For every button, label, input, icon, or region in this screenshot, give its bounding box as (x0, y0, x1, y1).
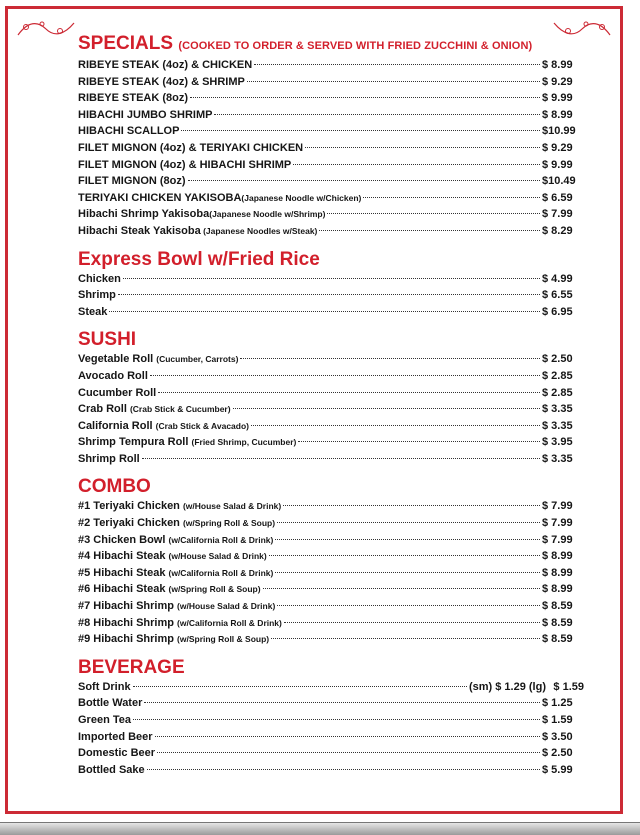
item-price: $ 9.29 (542, 141, 573, 154)
item-name (78, 304, 107, 321)
item-name (78, 74, 245, 91)
specials-list (78, 57, 584, 240)
item-name (78, 631, 269, 648)
leader-dots (118, 294, 540, 295)
item-price: $ 3.35 (542, 452, 573, 465)
leader-dots (133, 686, 467, 687)
leader-dots (133, 719, 540, 720)
item-name-text: Cucumber Roll (78, 386, 157, 399)
item-name (78, 745, 155, 762)
item-price: $ 8.99 (542, 108, 573, 121)
leader-dots (284, 622, 540, 623)
specials-heading: SPECIALS (COOKED TO ORDER & SERVED WITH FRIED ZUCCHINI & ONION) (78, 33, 533, 54)
menu-item (78, 451, 584, 468)
item-name-text: Green Tea (78, 714, 131, 726)
menu-item (78, 123, 584, 140)
leader-dots (293, 164, 540, 165)
item-name-text: FILET MIGNON (4oz) & TERIYAKI CHICKEN (78, 141, 304, 154)
item-price: $ 2.50 (542, 353, 573, 366)
item-name (78, 401, 231, 418)
floral-ornament-icon (16, 17, 76, 39)
leader-dots (254, 64, 540, 65)
item-name-text: #9 Hibachi Shrimp (78, 633, 178, 646)
menu-item (78, 401, 584, 418)
item-name-text: #8 Hibachi Shrimp (78, 616, 178, 629)
item-name-text: #3 Chicken Bowl (78, 533, 169, 546)
sushi-heading: SUSHI (78, 329, 137, 351)
soft-drink-sizes: (sm) $ 1.29 (lg) (468, 680, 546, 693)
menu-item (78, 206, 584, 223)
menu-item (78, 418, 584, 435)
menu-item (78, 385, 584, 402)
item-name-text: #5 Hibachi Steak (78, 566, 169, 579)
menu-item (78, 729, 584, 746)
menu-item (78, 762, 584, 779)
menu-item (78, 368, 584, 385)
combo-list (78, 498, 584, 647)
menu-item (78, 223, 584, 240)
item-name (78, 287, 116, 304)
item-name-text: Chicken (78, 272, 121, 285)
item-name-text: FILET MIGNON (8oz) (78, 175, 186, 188)
item-note: (Japanese Noodle w/Chicken) (241, 192, 362, 203)
item-name-text: Bottled Sake (78, 763, 145, 776)
sushi-list (78, 351, 584, 467)
item-name (78, 762, 145, 779)
menu-item (78, 581, 584, 598)
menu-item (78, 190, 584, 207)
menu-item (78, 565, 584, 582)
menu-item (78, 157, 584, 174)
menu-item (78, 745, 584, 762)
item-name-text: Shrimp Tempura Roll (78, 436, 192, 449)
item-name (78, 190, 361, 207)
item-name (78, 712, 131, 729)
leader-dots (298, 441, 540, 442)
leader-dots (150, 375, 540, 376)
item-name-text: HIBACHI JUMBO SHRIMP (78, 108, 213, 121)
item-name-text: #7 Hibachi Shrimp (78, 600, 178, 613)
item-note: (Crab Stick & Cucumber) (129, 404, 231, 415)
leader-dots (181, 130, 540, 131)
leader-dots (263, 588, 540, 589)
menu-item-soft-drink (78, 679, 584, 696)
item-name (78, 548, 267, 565)
menu-item (78, 90, 584, 107)
leader-dots (363, 197, 540, 198)
item-name-text: Shrimp (78, 289, 116, 302)
leader-dots (214, 114, 540, 115)
leader-dots (275, 539, 540, 540)
leader-dots (305, 147, 540, 148)
item-name-text: RIBEYE STEAK (8oz) (78, 92, 189, 105)
beverage-list (78, 679, 584, 779)
item-note: (Cucumber, Carrots) (156, 354, 239, 365)
item-name (78, 157, 291, 174)
item-name (78, 223, 317, 240)
item-note: (w/California Roll & Drink) (168, 567, 274, 578)
leader-dots (271, 638, 540, 639)
item-name-text: Crab Roll (78, 403, 130, 416)
leader-dots (277, 605, 540, 606)
item-price: $ 5.99 (542, 763, 573, 776)
item-price: $ 9.99 (542, 158, 573, 171)
item-name (78, 385, 156, 402)
item-name-text: TERIYAKI CHICKEN YAKISOBA (78, 191, 242, 204)
item-price: $ 4.99 (542, 272, 573, 285)
item-note: (w/Spring Roll & Soup) (177, 634, 270, 645)
menu-item (78, 304, 584, 321)
item-name-text: Shrimp Roll (78, 452, 140, 465)
item-note: (Japanese Noodle w/Shrimp) (209, 209, 326, 220)
item-name-text: Bottle Water (78, 697, 143, 710)
menu-item (78, 695, 584, 712)
item-name-text: Avocado Roll (78, 369, 148, 382)
item-note: (Japanese Noodles w/Steak) (200, 225, 318, 236)
item-name-text: #1 Teriyaki Chicken (78, 500, 183, 513)
menu-item (78, 351, 584, 368)
leader-dots (142, 458, 540, 459)
menu-item (78, 498, 584, 515)
item-name (78, 271, 121, 288)
menu-item (78, 140, 584, 157)
leader-dots (158, 392, 540, 393)
item-name (78, 351, 238, 368)
leader-dots (190, 97, 540, 98)
item-price: $ 2.50 (542, 747, 573, 760)
item-name (78, 418, 249, 435)
leader-dots (251, 425, 540, 426)
express-list (78, 271, 584, 321)
leader-dots (327, 213, 540, 214)
item-name-text: HIBACHI SCALLOP (78, 125, 180, 138)
item-price: $ 3.50 (542, 730, 573, 743)
menu-item (78, 615, 584, 632)
item-note: (w/California Roll & Drink) (168, 534, 274, 545)
item-name-text: Hibachi Steak Yakisoba (78, 224, 201, 237)
item-name: Soft Drink (78, 680, 131, 693)
item-name (78, 451, 140, 468)
item-price: $10.99 (542, 125, 576, 138)
item-note: (w/House Salad & Drink) (177, 601, 276, 612)
item-name (78, 123, 179, 140)
item-name (78, 532, 273, 549)
item-price: $ 3.35 (542, 403, 573, 416)
leader-dots (188, 180, 540, 181)
leader-dots (155, 736, 540, 737)
item-note: (w/House Salad & Drink) (182, 501, 282, 512)
leader-dots (247, 81, 540, 82)
menu-item (78, 74, 584, 91)
menu-item (78, 287, 584, 304)
item-note: (w/Spring Roll & Soup) (182, 518, 276, 529)
item-price: $ 7.99 (542, 517, 573, 530)
menu-item (78, 532, 584, 549)
item-name (78, 695, 142, 712)
item-price: $ 7.99 (542, 208, 573, 221)
menu-item (78, 515, 584, 532)
item-price: $ 6.95 (542, 305, 573, 318)
item-price: $ 6.59 (542, 191, 573, 204)
combo-heading: COMBO (78, 476, 151, 498)
item-name (78, 57, 252, 74)
item-name (78, 581, 261, 598)
menu-item (78, 712, 584, 729)
menu-content (78, 33, 584, 778)
item-name (78, 173, 186, 190)
item-name (78, 565, 273, 582)
leader-dots (147, 769, 540, 770)
express-heading: Express Bowl w/Fried Rice (78, 248, 320, 270)
item-price: $ 9.29 (542, 75, 573, 88)
menu-item (78, 548, 584, 565)
leader-dots (144, 702, 540, 703)
leader-dots (157, 752, 540, 753)
item-name (78, 434, 296, 451)
item-note: (w/House Salad & Drink) (168, 551, 267, 562)
item-price: $ 1.59 (553, 680, 584, 693)
menu-item (78, 598, 584, 615)
menu-item (78, 271, 584, 288)
menu-item (78, 631, 584, 648)
menu-item (78, 434, 584, 451)
item-price: $ 2.85 (542, 386, 573, 399)
item-price: $ 2.85 (542, 369, 573, 382)
item-note: (Fried Shrimp, Cucumber) (191, 437, 297, 448)
item-name-text: RIBEYE STEAK (4oz) & SHRIMP (78, 75, 245, 88)
item-name-text: Hibachi Shrimp Yakisoba (78, 208, 210, 221)
item-name-text: #2 Teriyaki Chicken (78, 517, 183, 530)
item-price: $ 9.99 (542, 92, 573, 105)
leader-dots (109, 311, 540, 312)
menu-item (78, 173, 584, 190)
item-price: $ 3.95 (542, 436, 573, 449)
item-name (78, 598, 275, 615)
item-name-text: California Roll (78, 419, 156, 432)
item-name-text: Vegetable Roll (78, 353, 157, 366)
item-name-text: #4 Hibachi Steak (78, 550, 169, 563)
menu-item (78, 107, 584, 124)
item-price: $ 6.55 (542, 289, 573, 302)
item-name (78, 368, 148, 385)
leader-dots (275, 572, 540, 573)
item-name-text: Domestic Beer (78, 747, 156, 760)
viewer-bottom-bar (0, 822, 640, 835)
item-note: (Crab Stick & Avacado) (155, 420, 249, 431)
leader-dots (277, 522, 540, 523)
item-name (78, 90, 188, 107)
item-price: $ 8.29 (542, 224, 573, 237)
specials-subtitle: (COOKED TO ORDER & SERVED WITH FRIED ZUCCHINI & ONION) (178, 40, 533, 52)
leader-dots (283, 505, 540, 506)
item-price: $ 1.59 (542, 714, 573, 726)
menu-item (78, 57, 584, 74)
item-name-text: RIBEYE STEAK (4oz) & CHICKEN (78, 59, 253, 71)
beverage-heading: BEVERAGE (78, 656, 185, 678)
item-name-text: #6 Hibachi Steak (78, 583, 169, 596)
item-price: $ 8.99 (542, 550, 573, 563)
item-note: (w/California Roll & Drink) (177, 617, 282, 628)
item-name (78, 107, 212, 124)
item-price: $ 8.59 (542, 616, 573, 629)
item-price: $ 8.99 (542, 566, 573, 579)
item-price: $10.49 (542, 175, 576, 188)
item-name-text: Steak (78, 305, 108, 318)
leader-dots (123, 278, 540, 279)
item-name-text: Imported Beer (78, 730, 153, 743)
item-name (78, 498, 281, 515)
leader-dots (233, 408, 540, 409)
item-price: $ 8.99 (542, 59, 573, 71)
leader-dots (240, 358, 540, 359)
leader-dots (269, 555, 540, 556)
item-price: $ 3.35 (542, 419, 573, 432)
item-name-text: FILET MIGNON (4oz) & HIBACHI SHRIMP (78, 158, 292, 171)
item-name (78, 515, 275, 532)
item-price: $ 7.99 (542, 500, 573, 513)
item-note: (w/Spring Roll & Soup) (168, 584, 261, 595)
item-price: $ 8.59 (542, 633, 573, 646)
item-name (78, 729, 153, 746)
item-name (78, 206, 325, 223)
item-price: $ 1.25 (542, 697, 573, 710)
item-price: $ 7.99 (542, 533, 573, 546)
leader-dots (319, 230, 540, 231)
item-price: $ 8.59 (542, 600, 573, 613)
item-price: $ 8.99 (542, 583, 573, 596)
item-name (78, 140, 303, 157)
item-name (78, 615, 282, 632)
